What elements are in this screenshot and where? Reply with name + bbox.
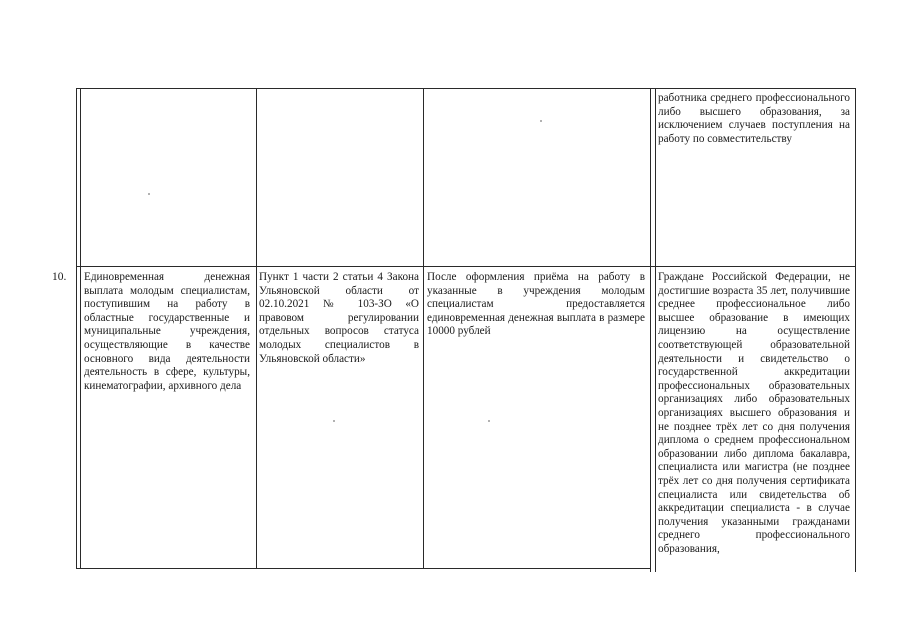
row-divider (76, 266, 856, 267)
table-border-top (76, 88, 856, 89)
column-divider-5 (655, 88, 656, 572)
column-divider-4 (650, 88, 651, 572)
legal-basis-cell: Пункт 1 части 2 статьи 4 Закона Ульяновской области от 02.10.2021 № 103-ЗО «О правовом регулировании отдельных вопросов статуса молодых специалистов в Ульяновской области» (259, 271, 419, 365)
scan-speck (148, 193, 150, 195)
column-divider-3 (423, 88, 424, 568)
scan-speck (488, 420, 490, 422)
payment-conditions-cell: После оформления приёма на работу в указанные в учреждения молодым специалистам предоставляется единовременная денежная выплата в размере 10000 рублей (427, 271, 645, 338)
row-number: 10. (52, 271, 67, 283)
column-divider-1 (80, 88, 81, 568)
scan-speck (540, 120, 542, 122)
payment-name-cell: Единовременная денежная выплата молодым специалистам, поступившим на работу в областные государственные и муниципальные учреждения, осуществляющие в качестве основного вида деятельности деятельность в сфере, культуры, кинематографии, архивного дела (84, 271, 250, 392)
table-border-bottom (76, 568, 651, 569)
top-row-eligibility-text: работника среднего профессионального либо высшего образования, за исключением случаев поступления на работу по совместительству (658, 92, 850, 145)
table-border-right (855, 88, 856, 572)
table-border-left (76, 88, 77, 568)
column-divider-2 (256, 88, 257, 568)
eligible-recipients-cell: Граждане Российской Федерации, не достигшие возраста 35 лет, получившие среднее профессиональное либо высшее образование в имеющих лицензию на осуществление соответствующей образовательной деятельности и свидетельство о государственной аккредитации профессиональных образовательных организациях либо образовательных организациях высшего образования и не позднее трёх лет со дня получения диплома о среднем профессиональном образовании либо диплома бакалавра, специалиста или магистра (не позднее трёх лет со дня получения сертификата специалиста или свидетельства об аккредитации специалиста - в случае получения указанными гражданами среднего профессионального образования, (658, 271, 850, 555)
scan-speck (333, 420, 335, 422)
